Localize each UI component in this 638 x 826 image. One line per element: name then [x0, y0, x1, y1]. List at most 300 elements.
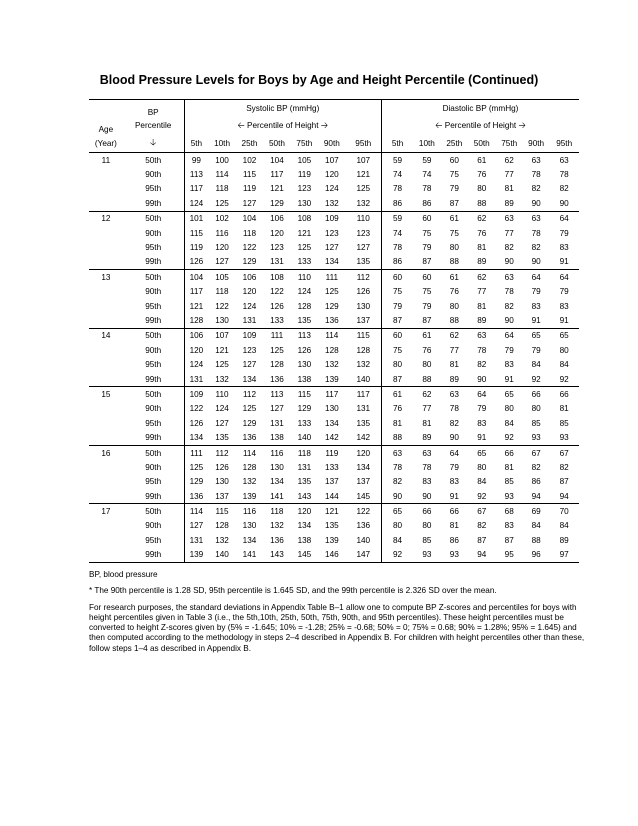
- diastolic-value-cell: 91: [559, 257, 569, 267]
- systolic-value-cell: 125: [297, 243, 312, 253]
- diastolic-value-cell: 75: [381, 343, 413, 357]
- diastolic-value-cell: 84: [559, 360, 569, 370]
- bp-percentile-cell: 95th: [145, 301, 162, 311]
- diastolic-value-cell: 67: [468, 504, 495, 519]
- diastolic-value-cell: 79: [422, 243, 432, 253]
- table-row: [89, 372, 579, 387]
- diastolic-value-cell: 67: [523, 445, 549, 460]
- systolic-value-cell: 124: [215, 404, 229, 414]
- diastolic-value-cell: 80: [422, 521, 432, 531]
- systolic-value-cell: 128: [297, 301, 312, 311]
- diastolic-value-cell: 77: [504, 228, 514, 238]
- age-cell: 14: [89, 328, 123, 343]
- bp-percentile-cell: 90th: [145, 287, 162, 297]
- systolic-value-cell: 116: [263, 445, 290, 460]
- systolic-value-cell: 117: [318, 387, 345, 402]
- systolic-value-cell: 128: [325, 345, 339, 355]
- bp-percentile-cell: 95th: [145, 360, 162, 370]
- diastolic-value-cell: 95: [496, 548, 523, 563]
- diastolic-value-cell: 64: [523, 270, 549, 285]
- systolic-value-cell: 107: [356, 155, 371, 165]
- diastolic-value-cell: 87: [422, 315, 432, 325]
- diastolic-col-header: 25th: [441, 134, 468, 153]
- diastolic-value-cell: 85: [504, 477, 514, 487]
- table-row: [89, 255, 579, 270]
- header-systolic-height: [184, 117, 381, 134]
- systolic-value-cell: 132: [242, 477, 257, 487]
- diastolic-value-cell: 61: [381, 387, 413, 402]
- systolic-value-cell: 110: [291, 270, 318, 285]
- diastolic-value-cell: 79: [559, 287, 569, 297]
- diastolic-value-cell: 78: [381, 182, 413, 196]
- diastolic-value-cell: 78: [449, 404, 459, 414]
- systolic-value-cell: 145: [291, 548, 318, 563]
- systolic-value-cell: 130: [270, 462, 284, 472]
- table-row: [89, 343, 579, 357]
- diastolic-value-cell: 82: [477, 521, 487, 531]
- systolic-value-cell: 120: [242, 287, 257, 297]
- diastolic-value-cell: 88: [422, 374, 432, 384]
- diastolic-col-header: 50th: [468, 134, 495, 153]
- bp-percentile-cell: 50th: [123, 328, 184, 343]
- diastolic-col-header: 10th: [413, 134, 440, 153]
- diastolic-value-cell: 64: [549, 211, 579, 226]
- diastolic-value-cell: 94: [468, 548, 495, 563]
- systolic-value-cell: 127: [242, 360, 257, 370]
- systolic-value-cell: 117: [270, 170, 284, 180]
- arrow-right-icon: 🡢: [518, 119, 526, 130]
- age-cell: [89, 460, 123, 474]
- systolic-value-cell: 116: [236, 504, 263, 519]
- systolic-value-cell: 137: [356, 477, 371, 487]
- diastolic-value-cell: 65: [468, 445, 495, 460]
- diastolic-value-cell: 61: [441, 270, 468, 285]
- header-bp-label-2: Percentile: [134, 121, 172, 130]
- header-systolic: Systolic BP (mmHg): [184, 100, 381, 118]
- systolic-value-cell: 111: [184, 445, 208, 460]
- diastolic-value-cell: 90: [531, 257, 541, 267]
- systolic-value-cell: 129: [242, 257, 257, 267]
- table-row: [89, 387, 579, 402]
- systolic-value-cell: 143: [263, 548, 290, 563]
- diastolic-value-cell: 83: [477, 418, 487, 428]
- systolic-value-cell: 131: [184, 533, 208, 547]
- diastolic-value-cell: 78: [477, 345, 487, 355]
- diastolic-value-cell: 83: [559, 301, 569, 311]
- bp-percentile-cell: 50th: [123, 270, 184, 285]
- systolic-value-cell: 138: [297, 535, 312, 545]
- diastolic-value-cell: 90: [559, 198, 569, 208]
- systolic-col-header: 90th: [318, 134, 345, 153]
- diastolic-value-cell: 93: [413, 548, 440, 563]
- age-cell: [89, 226, 123, 240]
- systolic-value-cell: 106: [236, 270, 263, 285]
- systolic-value-cell: 120: [270, 228, 284, 238]
- diastolic-value-cell: 79: [422, 301, 432, 311]
- systolic-value-cell: 129: [270, 198, 284, 208]
- diastolic-value-cell: 82: [531, 184, 541, 194]
- diastolic-value-cell: 76: [381, 402, 413, 416]
- diastolic-value-cell: 84: [381, 533, 413, 547]
- systolic-value-cell: 131: [297, 462, 312, 472]
- diastolic-value-cell: 77: [422, 404, 432, 414]
- diastolic-value-cell: 91: [559, 315, 569, 325]
- diastolic-value-cell: 87: [477, 535, 487, 545]
- systolic-value-cell: 119: [184, 240, 208, 254]
- systolic-value-cell: 120: [215, 243, 229, 253]
- systolic-value-cell: 128: [242, 462, 257, 472]
- diastolic-value-cell: 80: [381, 357, 413, 371]
- diastolic-value-cell: 87: [449, 198, 459, 208]
- diastolic-value-cell: 88: [449, 257, 459, 267]
- header-diastolic: Diastolic BP (mmHg): [381, 100, 579, 118]
- arrow-down-icon: 🡣: [123, 134, 184, 153]
- diastolic-value-cell: 64: [549, 270, 579, 285]
- diastolic-value-cell: 75: [381, 285, 413, 299]
- diastolic-value-cell: 77: [449, 345, 459, 355]
- systolic-value-cell: 125: [184, 460, 208, 474]
- systolic-value-cell: 134: [297, 521, 312, 531]
- diastolic-value-cell: 74: [381, 167, 413, 181]
- diastolic-value-cell: 84: [504, 418, 514, 428]
- systolic-value-cell: 120: [184, 343, 208, 357]
- systolic-value-cell: 138: [297, 374, 312, 384]
- systolic-value-cell: 132: [215, 374, 229, 384]
- diastolic-col-header: 75th: [496, 134, 523, 153]
- systolic-value-cell: 123: [356, 228, 371, 238]
- age-cell: 17: [89, 504, 123, 519]
- diastolic-value-cell: 85: [531, 418, 541, 428]
- age-cell: [89, 299, 123, 313]
- systolic-value-cell: 106: [184, 328, 208, 343]
- age-cell: [89, 255, 123, 270]
- bp-percentile-cell: 90th: [145, 228, 162, 238]
- diastolic-value-cell: 62: [468, 211, 495, 226]
- diastolic-value-cell: 64: [496, 328, 523, 343]
- systolic-value-cell: 113: [291, 328, 318, 343]
- diastolic-value-cell: 87: [504, 535, 514, 545]
- systolic-value-cell: 130: [215, 315, 229, 325]
- systolic-value-cell: 139: [325, 374, 339, 384]
- table-row: [89, 402, 579, 416]
- diastolic-value-cell: 79: [381, 299, 413, 313]
- diastolic-value-cell: 93: [559, 433, 569, 443]
- systolic-value-cell: 104: [270, 155, 284, 165]
- systolic-value-cell: 142: [356, 433, 371, 443]
- systolic-value-cell: 136: [184, 489, 208, 504]
- systolic-value-cell: 134: [184, 430, 208, 445]
- diastolic-value-cell: 62: [468, 270, 495, 285]
- age-cell: [89, 519, 123, 533]
- systolic-value-cell: 123: [242, 345, 257, 355]
- diastolic-value-cell: 63: [496, 270, 523, 285]
- systolic-value-cell: 125: [215, 198, 229, 208]
- systolic-value-cell: 141: [270, 491, 284, 501]
- diastolic-value-cell: 88: [449, 315, 459, 325]
- systolic-value-cell: 119: [318, 445, 345, 460]
- bp-percentile-cell: 90th: [145, 521, 162, 531]
- age-cell: 11: [101, 155, 111, 165]
- systolic-value-cell: 136: [242, 433, 257, 443]
- diastolic-value-cell: 62: [504, 155, 514, 165]
- systolic-value-cell: 125: [270, 345, 284, 355]
- systolic-col-header: 50th: [263, 134, 290, 153]
- table-row: [89, 299, 579, 313]
- systolic-value-cell: 131: [184, 372, 208, 387]
- systolic-col-header: 5th: [184, 134, 208, 153]
- systolic-value-cell: 132: [356, 360, 371, 370]
- systolic-value-cell: 110: [208, 387, 235, 402]
- diastolic-value-cell: 82: [559, 462, 569, 472]
- table-row: [89, 313, 579, 328]
- diastolic-value-cell: 91: [477, 433, 487, 443]
- systolic-value-cell: 130: [297, 360, 312, 370]
- systolic-value-cell: 128: [215, 521, 229, 531]
- diastolic-value-cell: 80: [449, 301, 459, 311]
- systolic-value-cell: 135: [325, 521, 339, 531]
- systolic-value-cell: 125: [356, 184, 371, 194]
- systolic-value-cell: 126: [356, 287, 371, 297]
- diastolic-value-cell: 80: [559, 345, 569, 355]
- systolic-value-cell: 142: [325, 433, 339, 443]
- systolic-value-cell: 134: [242, 374, 257, 384]
- systolic-value-cell: 114: [184, 504, 208, 519]
- diastolic-value-cell: 61: [413, 328, 440, 343]
- diastolic-value-cell: 82: [531, 243, 541, 253]
- diastolic-value-cell: 82: [477, 360, 487, 370]
- diastolic-value-cell: 81: [477, 301, 487, 311]
- systolic-value-cell: 117: [346, 387, 382, 402]
- diastolic-value-cell: 82: [531, 462, 541, 472]
- systolic-col-header: 95th: [346, 134, 382, 153]
- systolic-value-cell: 119: [242, 184, 257, 194]
- diastolic-value-cell: 79: [449, 462, 459, 472]
- systolic-value-cell: 105: [297, 155, 312, 165]
- diastolic-value-cell: 62: [413, 387, 440, 402]
- research-note: For research purposes, the standard deviations in Appendix Table B–1 allow one to compute BP Z-scores and percentiles for boys with height percentiles given in Table 3 (i.e., the 5th,10th, 25th, 50th, 75th, 90th, and 95th percentiles). These height percentiles must be converted to height Z-scores given by (5% = -1.645; 10% = -1.28; 25% = -0.68; 50% = 0; 75% = 0.68; 90% = 1.28%; 95% = 1.645) and then computed according to the methodology in steps 2–4 described in Appendix B. For children with height percentiles other than these, follow steps 1–4 as described in Appendix B.: [89, 602, 585, 653]
- diastolic-value-cell: 84: [477, 477, 487, 487]
- diastolic-value-cell: 65: [496, 387, 523, 402]
- table-row: [89, 167, 579, 181]
- diastolic-value-cell: 70: [549, 504, 579, 519]
- diastolic-value-cell: 65: [381, 504, 413, 519]
- diastolic-value-cell: 82: [504, 243, 514, 253]
- diastolic-value-cell: 83: [449, 477, 459, 487]
- diastolic-value-cell: 87: [559, 477, 569, 487]
- diastolic-value-cell: 92: [504, 433, 514, 443]
- bp-percentile-cell: 90th: [145, 404, 162, 414]
- arrow-left-icon: 🡠: [435, 119, 443, 130]
- systolic-col-header: 25th: [236, 134, 263, 153]
- bp-table: [89, 99, 579, 563]
- systolic-value-cell: 132: [325, 198, 339, 208]
- table-row: [89, 153, 579, 168]
- table-row: [89, 475, 579, 489]
- systolic-value-cell: 124: [325, 184, 339, 194]
- bp-percentile-cell: 99th: [123, 548, 184, 563]
- age-cell: [89, 343, 123, 357]
- diastolic-value-cell: 66: [441, 504, 468, 519]
- systolic-value-cell: 114: [318, 328, 345, 343]
- page-title: Blood Pressure Levels for Boys by Age and Height Percentile (Continued): [99, 73, 539, 87]
- diastolic-value-cell: 75: [449, 170, 459, 180]
- systolic-value-cell: 115: [208, 504, 235, 519]
- systolic-value-cell: 120: [325, 170, 339, 180]
- systolic-value-cell: 134: [270, 477, 284, 487]
- systolic-value-cell: 108: [263, 270, 290, 285]
- systolic-value-cell: 122: [270, 287, 284, 297]
- systolic-value-cell: 121: [215, 345, 229, 355]
- table-row: [89, 357, 579, 371]
- systolic-value-cell: 127: [184, 519, 208, 533]
- systolic-value-cell: 102: [242, 155, 257, 165]
- table-row: [89, 182, 579, 196]
- diastolic-value-cell: 81: [449, 521, 459, 531]
- systolic-value-cell: 121: [297, 228, 312, 238]
- diastolic-value-cell: 80: [477, 184, 487, 194]
- bp-percentile-cell: 95th: [145, 477, 162, 487]
- age-cell: [89, 548, 123, 563]
- systolic-value-cell: 127: [215, 418, 229, 428]
- systolic-value-cell: 124: [242, 301, 257, 311]
- systolic-value-cell: 144: [325, 491, 339, 501]
- table-row: [89, 519, 579, 533]
- table-row: [89, 460, 579, 474]
- diastolic-value-cell: 92: [559, 374, 569, 384]
- systolic-value-cell: 122: [215, 301, 229, 311]
- diastolic-value-cell: 81: [449, 360, 459, 370]
- systolic-value-cell: 122: [242, 243, 257, 253]
- diastolic-value-cell: 78: [559, 170, 569, 180]
- header-age-spacer: [89, 100, 123, 118]
- systolic-value-cell: 112: [346, 270, 382, 285]
- diastolic-value-cell: 64: [441, 445, 468, 460]
- diastolic-value-cell: 81: [504, 462, 514, 472]
- systolic-col-header: 10th: [208, 134, 235, 153]
- header-age-label-2: (Year): [89, 134, 123, 153]
- diastolic-value-cell: 65: [523, 328, 549, 343]
- diastolic-value-cell: 82: [504, 301, 514, 311]
- systolic-value-cell: 136: [325, 315, 339, 325]
- diastolic-value-cell: 75: [449, 228, 459, 238]
- diastolic-value-cell: 76: [477, 228, 487, 238]
- diastolic-value-cell: 82: [559, 184, 569, 194]
- systolic-value-cell: 140: [356, 374, 371, 384]
- systolic-value-cell: 109: [236, 328, 263, 343]
- diastolic-value-cell: 81: [559, 404, 569, 414]
- diastolic-value-cell: 78: [422, 184, 432, 194]
- diastolic-value-cell: 80: [422, 360, 432, 370]
- diastolic-value-cell: 88: [531, 535, 541, 545]
- diastolic-value-cell: 81: [422, 418, 432, 428]
- diastolic-value-cell: 90: [531, 198, 541, 208]
- diastolic-value-cell: 89: [477, 315, 487, 325]
- diastolic-value-cell: 76: [477, 170, 487, 180]
- diastolic-value-cell: 86: [531, 477, 541, 487]
- bp-percentile-cell: 90th: [145, 170, 162, 180]
- systolic-value-cell: 140: [208, 548, 235, 563]
- systolic-value-cell: 117: [184, 182, 208, 196]
- systolic-value-cell: 132: [356, 198, 371, 208]
- systolic-value-cell: 139: [184, 548, 208, 563]
- systolic-value-cell: 104: [184, 270, 208, 285]
- diastolic-value-cell: 77: [477, 287, 487, 297]
- diastolic-value-cell: 89: [449, 374, 459, 384]
- systolic-value-cell: 115: [242, 170, 257, 180]
- systolic-value-cell: 137: [215, 491, 229, 501]
- diastolic-value-cell: 86: [449, 535, 459, 545]
- diastolic-value-cell: 83: [559, 243, 569, 253]
- diastolic-value-cell: 59: [381, 153, 413, 168]
- diastolic-value-cell: 91: [449, 491, 459, 501]
- age-cell: [89, 285, 123, 299]
- systolic-value-cell: 133: [297, 257, 312, 267]
- diastolic-value-cell: 81: [381, 416, 413, 430]
- diastolic-value-cell: 79: [449, 184, 459, 194]
- header-diastolic-height: [381, 117, 579, 134]
- systolic-value-cell: 134: [356, 462, 371, 472]
- diastolic-value-cell: 90: [504, 257, 514, 267]
- diastolic-col-header: 5th: [381, 134, 413, 153]
- bp-percentile-cell: 99th: [145, 257, 162, 267]
- systolic-value-cell: 104: [236, 211, 263, 226]
- diastolic-value-cell: 85: [422, 535, 432, 545]
- header-height-label: Percentile of Height: [247, 120, 319, 130]
- systolic-value-cell: 130: [297, 198, 312, 208]
- systolic-value-cell: 136: [270, 535, 284, 545]
- systolic-value-cell: 125: [215, 360, 229, 370]
- systolic-value-cell: 126: [270, 301, 284, 311]
- diastolic-value-cell: 91: [504, 374, 514, 384]
- diastolic-value-cell: 75: [422, 228, 432, 238]
- diastolic-value-cell: 66: [413, 504, 440, 519]
- diastolic-value-cell: 63: [531, 155, 541, 165]
- systolic-value-cell: 120: [346, 445, 382, 460]
- diastolic-value-cell: 96: [523, 548, 549, 563]
- table-row: [89, 196, 579, 211]
- systolic-value-cell: 147: [346, 548, 382, 563]
- systolic-value-cell: 137: [325, 477, 339, 487]
- diastolic-value-cell: 83: [504, 360, 514, 370]
- bp-percentile-cell: 95th: [145, 184, 162, 194]
- systolic-value-cell: 135: [215, 433, 229, 443]
- systolic-value-cell: 110: [346, 211, 382, 226]
- notes: [89, 570, 589, 654]
- systolic-value-cell: 141: [236, 548, 263, 563]
- systolic-value-cell: 128: [356, 345, 371, 355]
- systolic-value-cell: 101: [184, 211, 208, 226]
- systolic-value-cell: 118: [291, 445, 318, 460]
- systolic-value-cell: 122: [184, 402, 208, 416]
- bp-percentile-cell: 50th: [145, 155, 162, 165]
- diastolic-value-cell: 92: [381, 548, 413, 563]
- diastolic-value-cell: 63: [559, 155, 569, 165]
- age-cell: [89, 430, 123, 445]
- age-cell: [89, 196, 123, 211]
- systolic-value-cell: 140: [297, 433, 312, 443]
- diastolic-value-cell: 60: [413, 211, 440, 226]
- diastolic-value-cell: 80: [381, 519, 413, 533]
- systolic-value-cell: 116: [215, 228, 229, 238]
- diastolic-value-cell: 67: [549, 445, 579, 460]
- systolic-value-cell: 118: [215, 287, 229, 297]
- systolic-value-cell: 121: [184, 299, 208, 313]
- systolic-value-cell: 136: [270, 374, 284, 384]
- bp-percentile-cell: 99th: [145, 315, 162, 325]
- systolic-value-cell: 118: [263, 504, 290, 519]
- table-row: [89, 445, 579, 460]
- diastolic-value-cell: 80: [504, 404, 514, 414]
